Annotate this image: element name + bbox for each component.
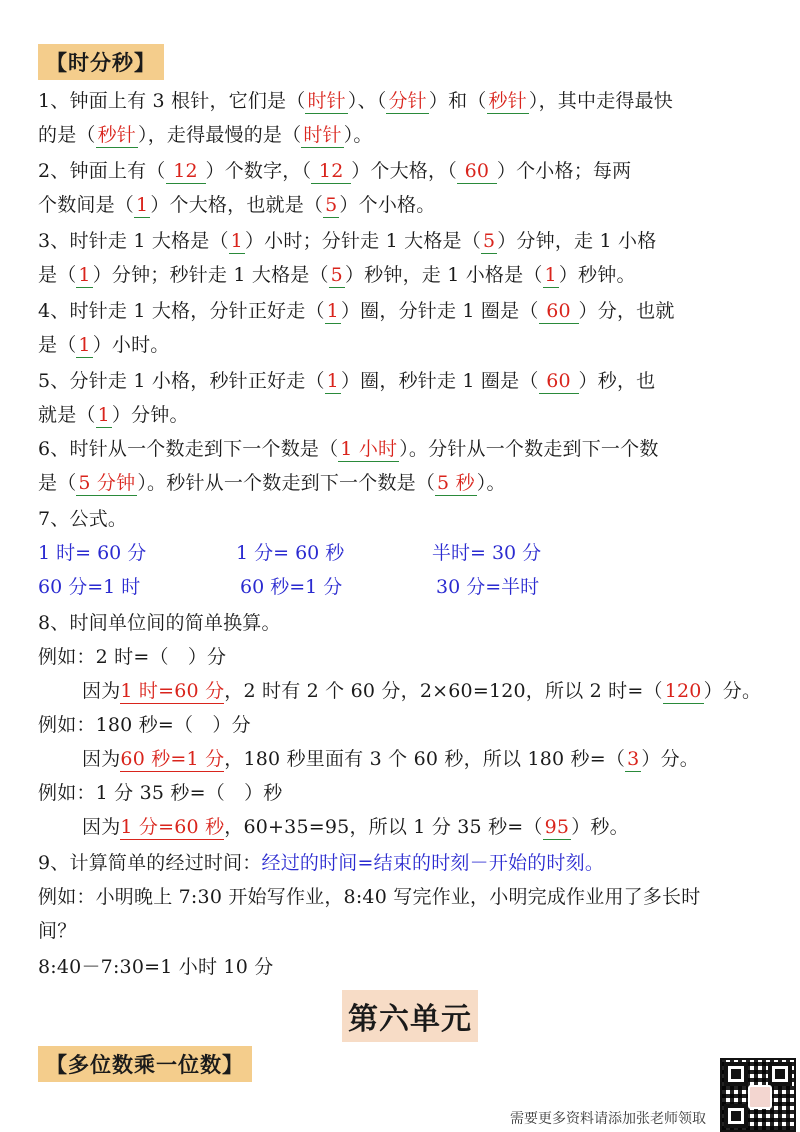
question-8-title: 8、时间单位间的简单换算。: [38, 612, 281, 634]
answer: 1: [78, 264, 91, 286]
formula: 1 时= 60 分: [38, 542, 147, 564]
formula: 60 分=1 时: [38, 576, 141, 598]
answer: 1: [326, 370, 339, 392]
question-9-answer: 8:40－7:30=1 小时 10 分: [38, 956, 274, 978]
answer: 5 秒: [437, 472, 475, 494]
answer: 1 小时: [340, 438, 398, 460]
example-3: 例如：1 分 35 秒=（ ）秒: [38, 782, 283, 804]
example-2: 例如：180 秒=（ ）分: [38, 714, 251, 736]
answer: 分针: [388, 90, 427, 112]
answer: 秒针: [488, 90, 527, 112]
answer: 60: [539, 371, 579, 394]
question-5-line-2: 就是（ 1 ）分钟。: [38, 404, 189, 426]
question-2-line-2: 个数间是（ 1 ）个大格，也就是（ 5 ）个小格。: [38, 194, 436, 216]
example-1: 例如：2 时=（ ）分: [38, 646, 227, 668]
formula: 1 分= 60 秒: [236, 542, 345, 564]
answer: 5: [330, 264, 343, 286]
answer: 120: [664, 680, 702, 702]
question-6-line-1: 6、时针从一个数走到下一个数是（ 1 小时 ）。分针从一个数走到下一个数: [38, 438, 659, 460]
answer: 1: [230, 230, 243, 252]
section-title-time: 【时分秒】: [38, 44, 164, 80]
question-2-line-1: 2、钟面上有（ 12 ）个数字，（ 12 ）个大格，（ 60 ）个小格；每两: [38, 160, 632, 182]
question-9-example-cont: 间？: [38, 920, 77, 942]
section-title-multiplication: 【多位数乘一位数】: [38, 1046, 252, 1082]
qr-code-icon: [720, 1058, 796, 1132]
formula: 30 分=半时: [436, 576, 540, 598]
example-3-explanation: 因为1 分=60 秒，60+35=95，所以 1 分 35 秒=（ 95 ）秒。: [82, 816, 629, 838]
footer-note: 需要更多资料请添加张老师领取: [510, 1111, 706, 1127]
answer: 5: [482, 230, 496, 252]
question-3-line-1: 3、时针走 1 大格是（ 1 ）小时；分针走 1 大格是（ 5 ）分钟，走 1 小格: [38, 230, 657, 252]
question-1-line-1: 1、钟面上有 3 根针，它们是（ 时针 ）、（ 分针 ）和（ 秒针 ），其中走得最快: [38, 90, 674, 112]
answer: 1: [544, 264, 557, 286]
question-5-line-1: 5、分针走 1 小格，秒针正好走（ 1 ）圈，秒针走 1 圈是（ 60 ）秒，也: [38, 370, 656, 392]
formula: 半时= 30 分: [432, 542, 542, 564]
question-9: 9、计算简单的经过时间：经过的时间=结束的时刻－开始的时刻。: [38, 852, 605, 874]
answer: 95: [544, 816, 570, 838]
question-3-line-2: 是（ 1 ）分钟；秒针走 1 大格是（ 5 ）秒钟，走 1 小格是（ 1 ）秒钟。: [38, 264, 636, 286]
answer: 1: [326, 300, 339, 322]
answer: 60: [539, 301, 579, 324]
example-2-explanation: 因为60 秒=1 分，180 秒里面有 3 个 60 秒，所以 180 秒=（ 3 ）分。: [82, 748, 699, 770]
answer: 5 分钟: [78, 472, 136, 494]
answer: 时针: [303, 124, 342, 146]
answer: 60: [457, 161, 497, 184]
unit-title: 第六单元: [342, 990, 478, 1042]
question-4-line-1: 4、时针走 1 大格，分针正好走（ 1 ）圈，分针走 1 圈是（ 60 ）分，也就: [38, 300, 675, 322]
formula: 60 秒=1 分: [240, 576, 343, 598]
question-7-title: 7、公式。: [38, 508, 128, 530]
answer: 1: [97, 404, 110, 426]
question-4-line-2: 是（ 1 ）小时。: [38, 334, 170, 356]
answer: 1: [136, 194, 149, 216]
answer: 3: [627, 748, 640, 770]
example-1-explanation: 因为1 时=60 分，2 时有 2 个 60 分，2×60=120，所以 2 时=（ 120 ）分。: [82, 680, 762, 702]
answer: 秒针: [97, 124, 137, 146]
answer: 5: [325, 194, 338, 216]
question-6-line-2: 是（ 5 分钟 ）。秒针从一个数走到下一个数是（ 5 秒 ）。: [38, 472, 506, 494]
question-1-line-2: 的是（ 秒针 ），走得最慢的是（ 时针 ）。: [38, 124, 373, 146]
question-9-example: 例如：小明晚上 7:30 开始写作业，8:40 写完作业，小明完成作业用了多长时: [38, 886, 701, 908]
answer: 12: [166, 161, 206, 184]
answer: 1: [78, 334, 91, 356]
answer: 12: [311, 161, 351, 184]
answer: 时针: [307, 90, 346, 112]
